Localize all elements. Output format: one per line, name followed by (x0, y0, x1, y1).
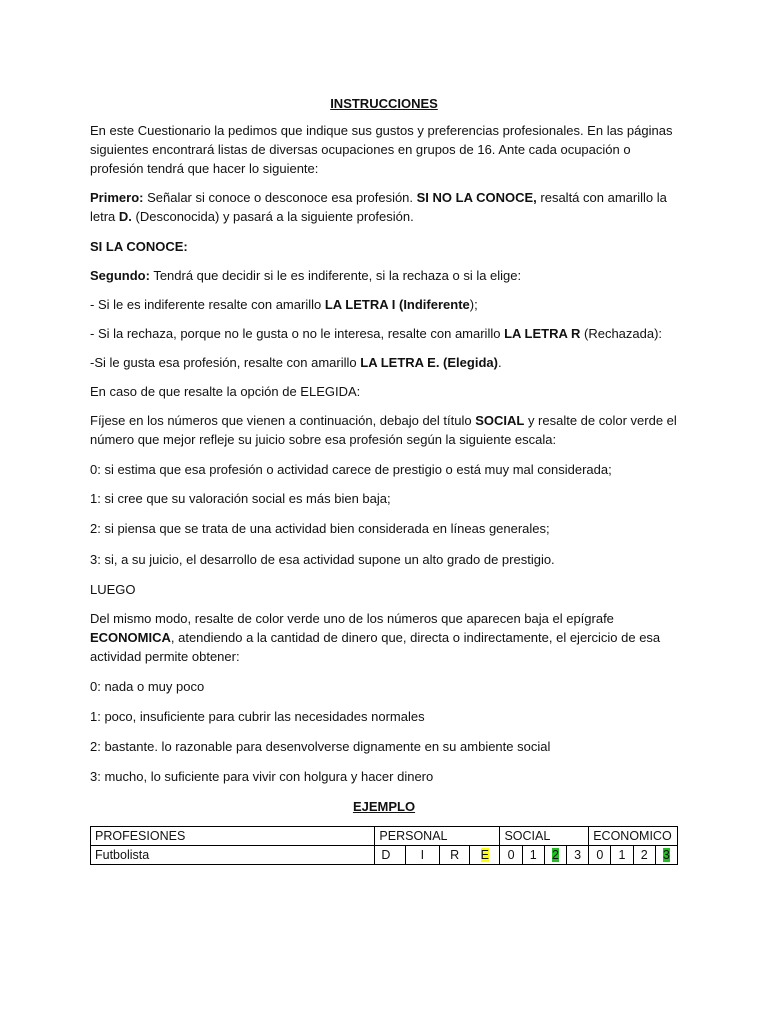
header-profesiones: PROFESIONES (91, 827, 375, 846)
option-elegida: -Si le gusta esa profesión, resalte con amarillo LA LETRA E. (Elegida). (90, 355, 502, 370)
fijese-paragraph: Fíjese en los números que vienen a continuación, debajo del título SOCIAL y resalte de color verde el número que mejor refleje su juicio sobre esa profesión según la siguiente escala: (90, 413, 677, 447)
primero-paragraph: Primero: Señalar si conoce o desconoce esa profesión. SI NO LA CONOCE, resaltá con amarillo la letra D. (Desconocida) y pasará a la siguiente profesión. (90, 190, 667, 224)
luego-heading: LUEGO (90, 582, 136, 597)
social-scale-item-2: 2: si piensa que se trata de una actividad bien considerada en líneas generales; (90, 521, 550, 536)
example-data-row (91, 846, 678, 865)
personal-d: D (375, 846, 405, 865)
header-personal: PERSONAL (375, 827, 500, 846)
profession-name: Futbolista (91, 846, 375, 865)
personal-r: R (439, 846, 469, 865)
del-mismo-paragraph: Del mismo modo, resalte de color verde uno de los números que aparecen baja el epígrafe ECONOMICA, atendiendo a la cantidad de dinero que, directa o indirectamente, el ejercicio de esa actividad permite obtener: (90, 611, 661, 664)
caso-elegida-text: En caso de que resalte la opción de ELEGIDA: (90, 384, 361, 399)
social-1: 1 (522, 846, 544, 865)
economico-2: 2 (633, 846, 655, 865)
header-social: SOCIAL (500, 827, 589, 846)
si-conoce-heading: SI LA CONOCE: (90, 239, 188, 254)
intro-paragraph: En este Cuestionario la pedimos que indique sus gustos y preferencias profesionales. En las páginas siguientes encontrará listas de diversas ocupaciones en grupos de 16. Ante cada ocupación o profesión tendrá que hacer lo siguiente: (90, 123, 673, 176)
economic-scale-item-2: 2: bastante. lo razonable para desenvolverse dignamente en su ambiente social (90, 739, 551, 754)
example-table (90, 826, 678, 865)
personal-e: E (470, 846, 500, 865)
economico-0: 0 (589, 846, 611, 865)
option-rechazada: - Si la rechaza, porque no le gusta o no le interesa, resalte con amarillo LA LETRA R (Rechazada): (90, 326, 663, 341)
economico-1: 1 (611, 846, 633, 865)
social-2: 2 (544, 846, 566, 865)
segundo-paragraph: Segundo: Tendrá que decidir si le es indiferente, si la rechaza o si la elige: (90, 268, 522, 283)
option-indiferente: - Si le es indiferente resalte con amarillo LA LETRA I (Indiferente); (90, 297, 478, 312)
social-0: 0 (500, 846, 522, 865)
example-header-row (91, 827, 678, 846)
social-scale-item-3: 3: si, a su juicio, el desarrollo de esa actividad supone un alto grado de prestigio. (90, 552, 555, 567)
social-scale-item-1: 1: si cree que su valoración social es más bien baja; (90, 491, 391, 506)
economico-3: 3 (655, 846, 677, 865)
social-3: 3 (567, 846, 589, 865)
header-economico: ECONOMICO (589, 827, 678, 846)
page-title: INSTRUCCIONES (330, 96, 438, 111)
example-title: EJEMPLO (352, 799, 416, 814)
economic-scale-item-1: 1: poco, insuficiente para cubrir las necesidades normales (90, 709, 425, 724)
economic-scale-item-0: 0: nada o muy poco (90, 679, 205, 694)
social-scale-item-0: 0: si estima que esa profesión o actividad carece de prestigio o está muy mal considerada; (90, 462, 612, 477)
economic-scale-item-3: 3: mucho, lo suficiente para vivir con holgura y hacer dinero (90, 769, 434, 784)
personal-i: I (405, 846, 439, 865)
